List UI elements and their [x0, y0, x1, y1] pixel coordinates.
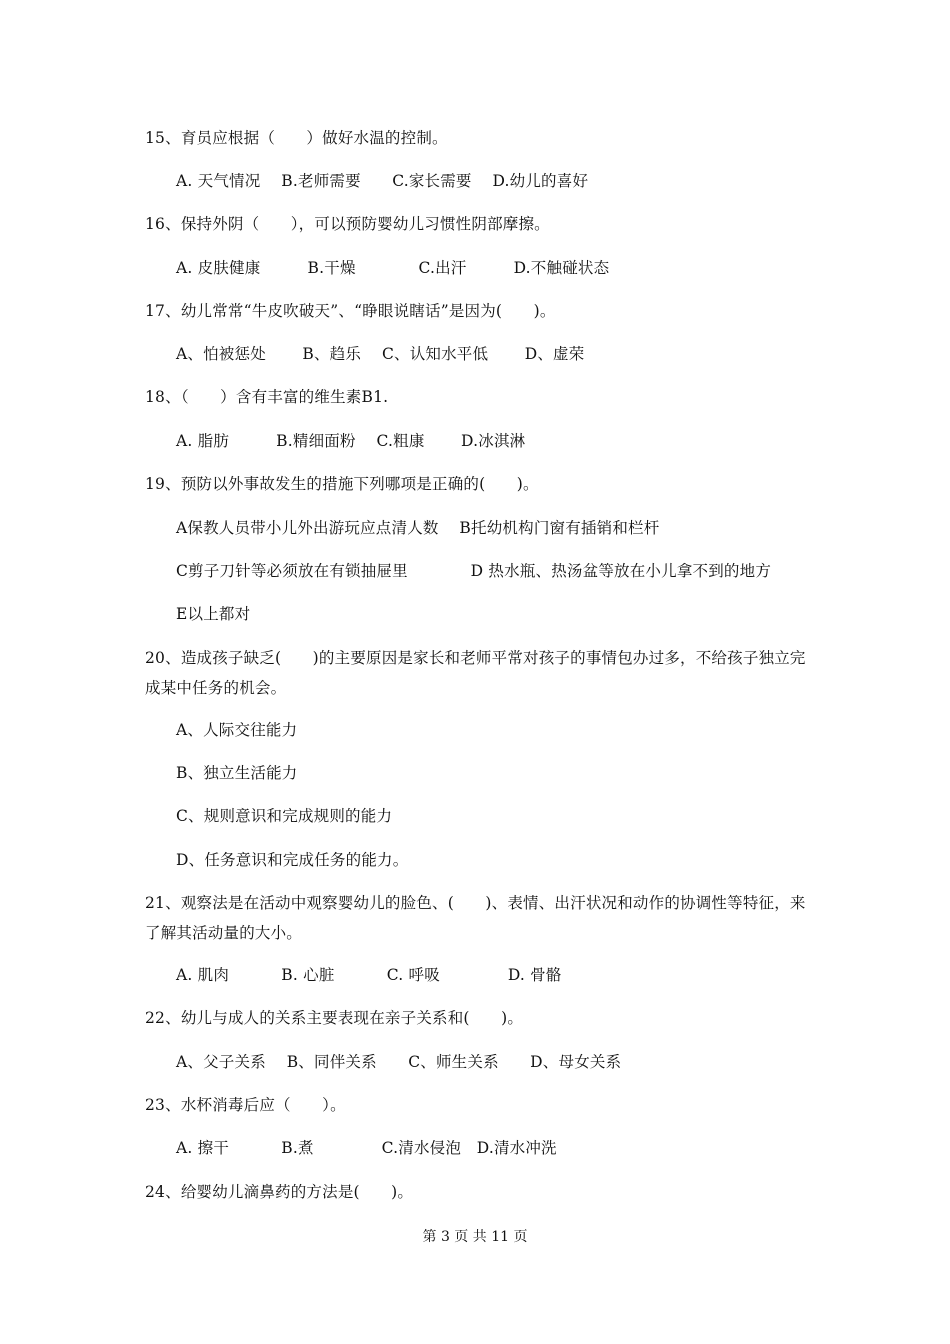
question-15-options: A. 天气情况 B.老师需要 C.家长需要 D.幼儿的喜好	[176, 172, 589, 190]
question-16-options: A. 皮肤健康 B.干燥 C.出汗 D.不触碰状态	[176, 259, 610, 277]
question-23-options: A. 擦干 B.煮 C.清水侵泡 D.清水冲洗	[176, 1139, 557, 1157]
question-17-stem: 17、幼儿常常“牛皮吹破天”、“睁眼说瞎话”是因为( )。	[145, 302, 556, 320]
question-17-options: A、怕被惩处 B、趋乐 C、认知水平低 D、虚荣	[176, 345, 585, 363]
question-19-stem: 19、预防以外事故发生的措施下列哪项是正确的( )。	[145, 475, 539, 493]
question-20-stem: 20、造成孩子缺乏( )的主要原因是家长和老师平常对孩子的事情包办过多，不给孩子独立完成某中任务的机会。	[145, 649, 806, 697]
question-21-stem: 21、观察法是在活动中观察婴幼儿的脸色、( )、表情、出汗状况和动作的协调性等特征，来了解其活动量的大小。	[145, 894, 806, 942]
question-18-options: A. 脂肪 B.精细面粉 C.粗康 D.冰淇淋	[176, 432, 526, 450]
question-24-stem: 24、给婴幼儿滴鼻药的方法是( )。	[145, 1183, 414, 1201]
question-19-option-c-d: C剪子刀针等必须放在有锁抽屉里 D 热水瓶、热汤盆等放在小儿拿不到的地方	[176, 562, 772, 580]
question-23-stem: 23、水杯消毒后应（ ）。	[145, 1096, 346, 1114]
question-20-option-a: A、人际交往能力	[176, 721, 298, 739]
question-22-options: A、父子关系 B、同伴关系 C、师生关系 D、母女关系	[176, 1053, 622, 1071]
page-footer: 第 3 页 共 11 页	[422, 1229, 528, 1245]
question-19-option-e: E以上都对	[176, 605, 251, 623]
question-20-option-b: B、独立生活能力	[176, 764, 298, 782]
question-15-stem: 15、育员应根据（ ）做好水温的控制。	[145, 129, 448, 147]
question-21-options: A. 肌肉 B. 心脏 C. 呼吸 D. 骨骼	[176, 966, 562, 984]
question-18-stem: 18、（ ）含有丰富的维生素B1.	[145, 388, 389, 406]
question-19-option-a-b: A保教人员带小儿外出游玩应点清人数 B托幼机构门窗有插销和栏杆	[176, 519, 660, 537]
question-22-stem: 22、幼儿与成人的关系主要表现在亲子关系和( )。	[145, 1009, 524, 1027]
question-20-option-d: D、任务意识和完成任务的能力。	[176, 851, 409, 869]
question-16-stem: 16、保持外阴（ ），可以预防婴幼儿习惯性阴部摩擦。	[145, 215, 550, 233]
question-20-option-c: C、规则意识和完成规则的能力	[176, 807, 393, 825]
